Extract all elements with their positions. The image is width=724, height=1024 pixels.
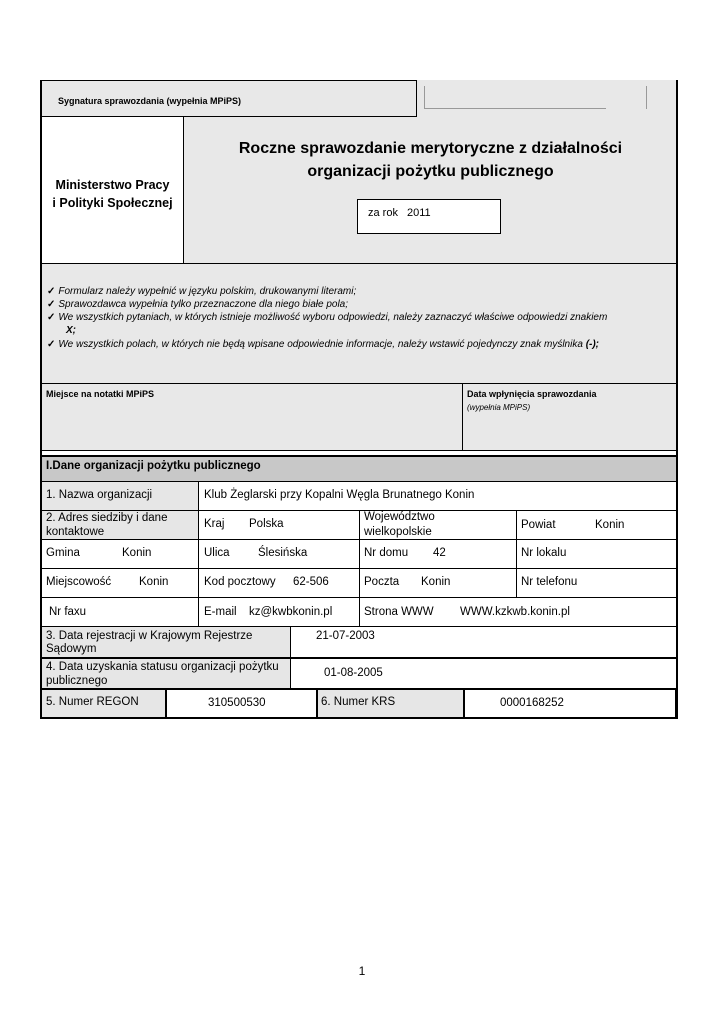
local-label: Nr lokalu	[521, 547, 567, 559]
city-value: Konin	[139, 576, 169, 588]
fax-label: Nr faxu	[49, 606, 87, 618]
form-title-line1: Roczne sprawozdanie merytoryczne z działalności	[238, 140, 623, 157]
instruction-4: ✓ We wszystkich polach, w których nie będą wpisane odpowiednie informacje, należy wstawić pojedynczy znak myślnika (-);	[47, 339, 600, 350]
year-label: za rok	[368, 207, 398, 219]
voivodeship-value: wielkopolskie	[364, 526, 432, 538]
www-label: Strona WWW	[364, 606, 434, 618]
instruction-3-mark: X;	[66, 325, 76, 336]
outer-left-border	[40, 80, 42, 719]
receipt-date-label: Data wpłynięcia sprawozdania	[467, 389, 597, 399]
post-value: Konin	[421, 576, 451, 588]
krs-field[interactable]	[463, 690, 677, 719]
receipt-date-sub: (wypełnia MPiPS)	[467, 403, 531, 412]
email-label: E-mail	[204, 606, 237, 618]
street-value: Ślesińska	[258, 547, 308, 559]
house-value: 42	[433, 547, 446, 559]
status-label: 4. Data uzyskania statusu organizacji pożytku publicznego	[46, 661, 279, 687]
notes-label: Miejsce na notatki MPiPS	[46, 389, 155, 399]
city-label: Miejscowość	[46, 576, 112, 588]
country-label: Kraj	[204, 518, 225, 530]
instruction-4-mark: (-);	[585, 339, 600, 350]
org-name-label: 1. Nazwa organizacji	[46, 489, 153, 501]
postal-value: 62-506	[293, 576, 329, 588]
commune-label: Gmina	[46, 547, 80, 559]
voivodeship-label: Województwo	[364, 511, 435, 523]
www-value: WWW.kzkwb.konin.pl	[460, 606, 570, 618]
signature-inner-box-2	[646, 86, 650, 109]
house-label: Nr domu	[364, 547, 409, 559]
section-title: I.Dane organizacji pożytku publicznego	[46, 460, 261, 472]
phone-label: Nr telefonu	[521, 576, 578, 588]
country-value: Polska	[249, 518, 284, 530]
instruction-2: ✓ Sprawozdawca wypełnia tylko przeznaczone dla niego białe pola;	[47, 299, 349, 310]
org-name-value: Klub Żeglarski przy Kopalni Węgla Brunatnego Konin	[204, 489, 475, 501]
outer-right-border	[676, 80, 678, 719]
krs-reg-value: 21-07-2003	[316, 630, 375, 642]
instruction-1: ✓ Formularz należy wypełnić w języku polskim, drukowanymi literami;	[47, 286, 357, 297]
street-label: Ulica	[204, 547, 230, 559]
email-value: kz@kwbkonin.pl	[249, 606, 333, 618]
krs-label: 6. Numer KRS	[321, 696, 396, 708]
county-value: Konin	[595, 519, 625, 531]
page-number: 1	[358, 964, 366, 978]
signature-label: Sygnatura sprawozdania (wypełnia MPiPS)	[58, 96, 242, 106]
regon-value: 310500530	[208, 697, 266, 709]
status-value: 01-08-2005	[324, 667, 383, 679]
krs-reg-label: 3. Data rejestracji w Krajowym Rejestrze Sądowym	[46, 630, 253, 655]
regon-label: 5. Numer REGON	[46, 696, 139, 708]
post-label: Poczta	[364, 576, 400, 588]
signature-inner-box	[424, 86, 606, 109]
postal-label: Kod pocztowy	[204, 576, 276, 588]
instructions-box	[41, 264, 677, 384]
county-label: Powiat	[521, 519, 556, 531]
year-value: 2011	[407, 207, 431, 219]
krs-value: 0000168252	[500, 697, 564, 709]
address-label: 2. Adres siedziby i dane kontaktowe	[46, 512, 168, 538]
form-title-line2: organizacji pożytku publicznego	[307, 163, 554, 180]
commune-value: Konin	[122, 547, 152, 559]
instruction-3: ✓ We wszystkich pytaniach, w których istnieje możliwość wyboru odpowiedzi, należy zaznaczyć właściwe odpowiedzi znakiem	[47, 312, 608, 323]
ministry-name: Ministerstwo Pracy i Polityki Społecznej	[52, 178, 173, 210]
